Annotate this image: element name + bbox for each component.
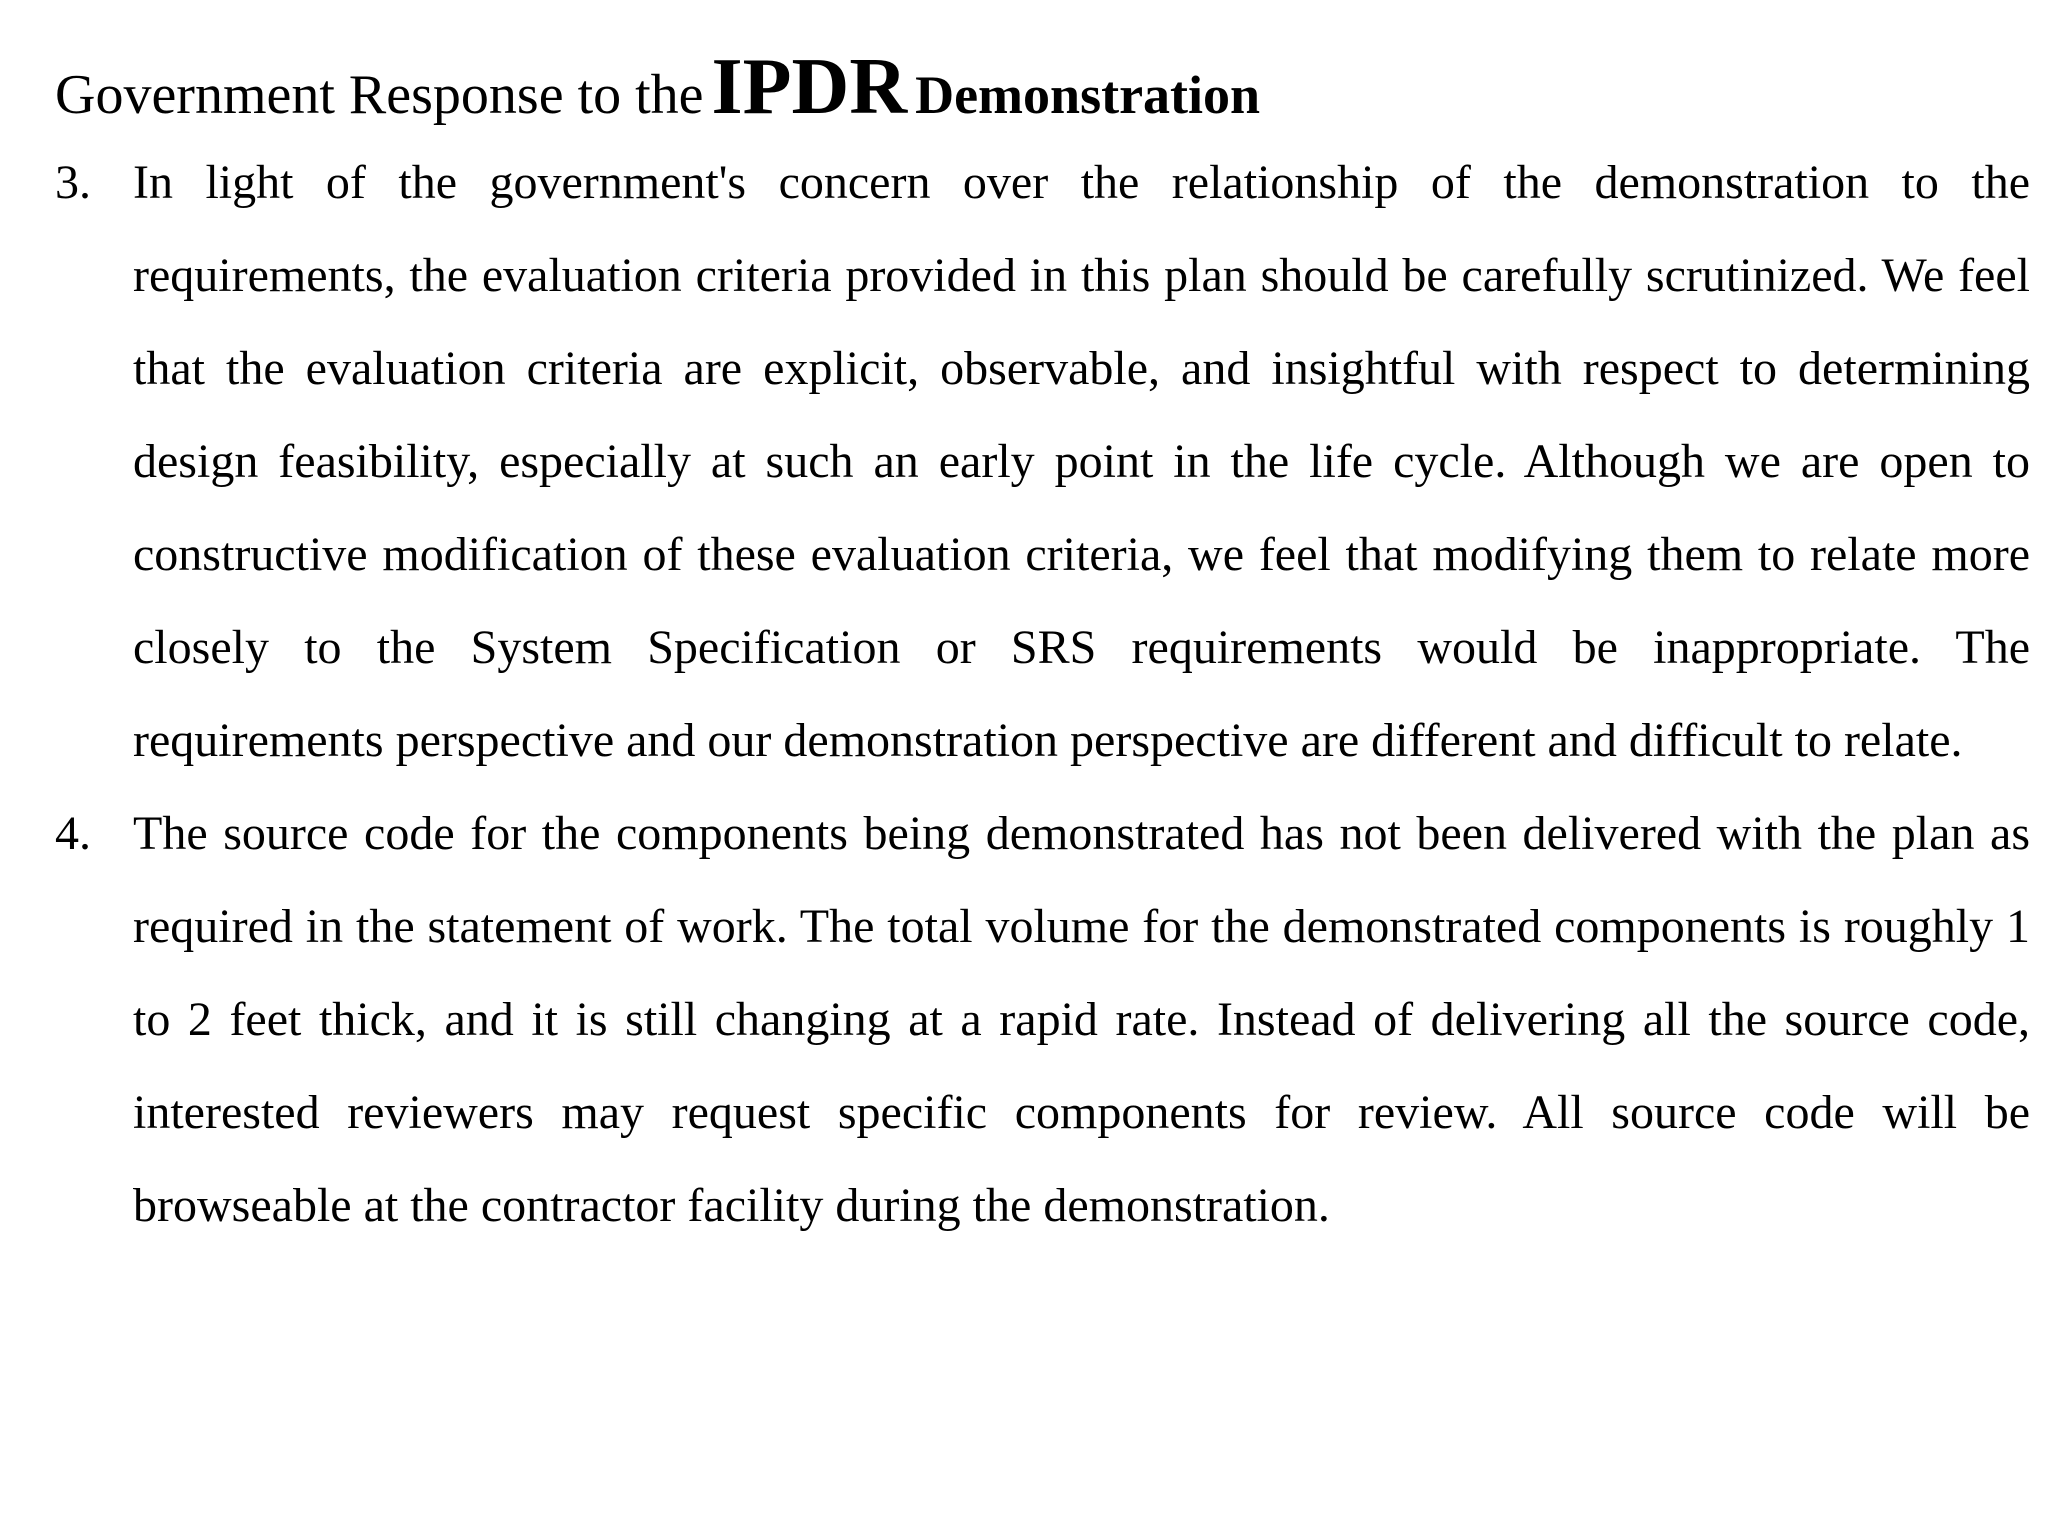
title-part-demonstration: Demonstration (915, 65, 1261, 126)
response-list (55, 136, 2030, 1252)
title-part-regular: Government Response to the (55, 64, 704, 127)
item-number: 3. (55, 156, 91, 209)
page-title (55, 43, 1261, 132)
title-part-ipdr: IPDR (711, 43, 908, 132)
list-item-4 (55, 787, 2030, 1252)
item-paragraph: The source code for the components being demonstrated has not been delivered with the plan as required in the statement of work. The total volume for the demonstrated components is roughly 1 to 2 feet thick, and it is still changing at a rapid rate. Instead of delivering all the source code, interested reviewers may request specific components for review. All source code will be browseable at the contractor facility during the demonstration. (133, 807, 2030, 1232)
item-number: 4. (55, 807, 91, 860)
list-item-3 (55, 136, 2030, 787)
item-paragraph: In light of the government's concern over the relationship of the demonstration to the requirements, the evaluation criteria provided in this plan should be carefully scrutinized. We feel that the evaluation criteria are explicit, observable, and insightful with respect to determining design feasibility, especially at such an early point in the life cycle. Although we are open to constructive modification of these evaluation criteria, we feel that modifying them to relate more closely to the System Specification or SRS requirements would be inappropriate. The requirements perspective and our demonstration perspective are different and difficult to relate. (133, 156, 2030, 767)
